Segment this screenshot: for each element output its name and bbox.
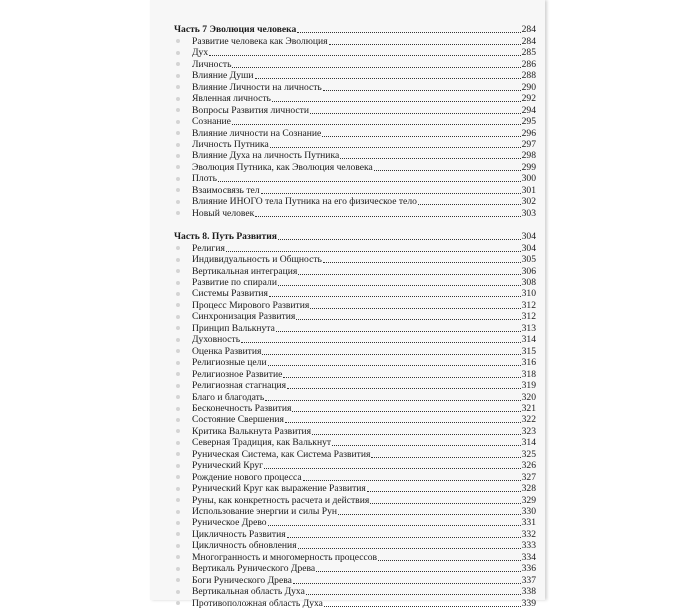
page-number: 292 — [521, 93, 536, 105]
toc-entry — [174, 242, 536, 253]
entry-title: Использование энергии и силы Рун — [192, 506, 338, 518]
page-number: 294 — [521, 104, 536, 116]
toc-entry — [174, 563, 536, 574]
toc-entry — [174, 471, 536, 482]
entry-title: Личность Путника — [192, 138, 269, 150]
part-title: Часть 8. Путь Развития — [174, 231, 277, 243]
toc-entry — [174, 184, 536, 195]
toc-entry — [174, 528, 536, 539]
dot-leader — [262, 354, 520, 355]
toc-entry — [174, 93, 536, 104]
entry-title: Вертикальная область Духа — [192, 586, 305, 598]
toc-entry — [174, 540, 536, 551]
toc-entry — [174, 368, 536, 379]
page-number: 285 — [521, 47, 536, 59]
toc-entry — [174, 506, 536, 517]
page-number: 305 — [521, 254, 536, 266]
toc-entry — [174, 414, 536, 425]
page-number: 337 — [521, 574, 536, 586]
dot-leader — [283, 377, 520, 378]
entry-title: Рунический Круг — [192, 460, 264, 472]
toc-entry — [174, 81, 536, 92]
toc-entry — [174, 254, 536, 265]
entry-title: Влияние Духа на личность Путника — [192, 150, 340, 162]
page-number: 321 — [521, 402, 536, 414]
page-number: 312 — [521, 311, 536, 323]
page-number: 320 — [521, 391, 536, 403]
dot-leader — [296, 319, 520, 320]
toc-entry — [174, 597, 536, 608]
entry-title: Религия — [192, 242, 225, 254]
entry-title: Состояние Свершения — [192, 414, 284, 426]
page-number: 286 — [521, 58, 536, 70]
page-number: 290 — [521, 81, 536, 93]
entry-title: Цикличность Развития — [192, 528, 286, 540]
page-number: 332 — [521, 528, 536, 540]
page-number: 322 — [521, 414, 536, 426]
dot-leader — [324, 606, 521, 607]
dot-leader — [287, 537, 521, 538]
dot-leader — [264, 468, 520, 469]
part-separator — [174, 219, 536, 231]
entry-title: Плоть — [192, 173, 217, 185]
toc-entry — [174, 311, 536, 322]
toc-entry — [174, 574, 536, 585]
entry-title: Системы Развития — [192, 288, 268, 300]
entry-title: Цикличность обновления — [192, 540, 297, 552]
entry-title: Руническая Система, как Система Развития — [192, 448, 371, 460]
entry-title: Явленная личность — [192, 93, 271, 105]
entry-title: Личность — [192, 58, 232, 70]
toc-entry — [174, 425, 536, 436]
page-number: 303 — [521, 207, 536, 219]
page-number: 326 — [521, 460, 536, 472]
entry-title: Принцип Валькнута — [192, 322, 275, 334]
entry-title: Вертикаль Рунического Древа — [192, 563, 316, 575]
dot-leader — [232, 67, 520, 68]
entry-title: Процесс Мирового Развития — [192, 299, 310, 311]
dot-leader — [241, 342, 521, 343]
toc-entry — [174, 58, 536, 69]
page-number: 299 — [521, 161, 536, 173]
entry-title: Влияние Души — [192, 70, 254, 82]
entry-title: Критика Валькнута Развития — [192, 425, 312, 437]
entry-title: Индивидуальность и Общность — [192, 254, 322, 266]
entry-title: Оценка Развития — [192, 345, 262, 357]
toc-entry — [174, 334, 536, 345]
dot-leader — [303, 480, 521, 481]
toc-entry — [174, 161, 536, 172]
page-number: 325 — [521, 448, 536, 460]
toc-entry — [174, 265, 536, 276]
entry-title: Синхронизация Развития — [192, 311, 296, 323]
entry-title: Религиозное Развитие — [192, 368, 283, 380]
toc-entry — [174, 403, 536, 414]
page-number: 331 — [521, 517, 536, 529]
page-number: 284 — [521, 24, 536, 36]
entry-title: Рождение нового процесса — [192, 471, 302, 483]
dot-leader — [374, 170, 521, 171]
page-number: 304 — [521, 242, 536, 254]
dot-leader — [298, 274, 520, 275]
page-number: 323 — [521, 425, 536, 437]
dot-leader — [322, 136, 520, 137]
entry-title: Бесконечность Развития — [192, 402, 292, 414]
entry-title: Влияние ИНОГО тела Путника на его физическое тело — [192, 196, 417, 208]
entry-title: Взаимосвязь тел — [192, 184, 260, 196]
entry-title: Новый человек — [192, 207, 255, 219]
toc-entry — [174, 483, 536, 494]
page-number: 338 — [521, 586, 536, 598]
toc-entry — [174, 345, 536, 356]
entry-title: Руническое Древо — [192, 517, 267, 529]
dot-leader — [310, 308, 520, 309]
toc-entry — [174, 173, 536, 184]
part-7-heading — [174, 24, 536, 35]
page-number: 314 — [521, 437, 536, 449]
entry-title: Боги Рунического Древа — [192, 574, 292, 586]
page-number: 316 — [521, 357, 536, 369]
dot-leader — [226, 251, 521, 252]
entry-title: Северная Традиция, как Валькнут — [192, 437, 332, 449]
dot-leader — [310, 113, 521, 114]
page-number: 318 — [521, 368, 536, 380]
entry-title: Рунический Круг как выражение Развития — [192, 483, 366, 495]
toc-entry — [174, 47, 536, 58]
entry-title: Противоположная область Духа — [192, 597, 323, 609]
entry-title: Дух — [192, 47, 209, 59]
toc-entry — [174, 380, 536, 391]
dot-leader — [209, 55, 520, 56]
toc-entry — [174, 288, 536, 299]
entry-title: Вертикальная интеграция — [192, 265, 298, 277]
dot-leader — [418, 204, 521, 205]
dot-leader — [332, 445, 521, 446]
dot-leader — [338, 514, 521, 515]
page-number: 334 — [521, 551, 536, 563]
toc-entry — [174, 127, 536, 138]
page-number: 333 — [521, 540, 536, 552]
page-number: 284 — [521, 35, 536, 47]
dot-leader — [378, 560, 521, 561]
page-number: 288 — [521, 70, 536, 82]
page-number: 310 — [521, 288, 536, 300]
dot-leader — [269, 296, 521, 297]
entry-title: Сознание — [192, 116, 231, 128]
dot-leader — [371, 457, 520, 458]
toc-entry — [174, 104, 536, 115]
page-number: 330 — [521, 506, 536, 518]
page-number: 304 — [521, 231, 536, 243]
entry-title: Религиозная стагнация — [192, 380, 287, 392]
page-number: 336 — [521, 563, 536, 575]
entry-title: Духовность — [192, 334, 241, 346]
dot-leader — [278, 239, 521, 240]
toc-entry — [174, 207, 536, 218]
page-number: 327 — [521, 471, 536, 483]
page-number: 296 — [521, 127, 536, 139]
dot-leader — [370, 503, 520, 504]
dot-leader — [276, 331, 521, 332]
toc-entry — [174, 517, 536, 528]
dot-leader — [261, 193, 521, 194]
page-number: 313 — [521, 322, 536, 334]
dot-leader — [268, 525, 521, 526]
entry-title: Руны, как конкретность расчета и действия — [192, 494, 370, 506]
part-title: Часть 7 Эволюция человека — [174, 24, 297, 36]
toc-entry — [174, 70, 536, 81]
dot-leader — [340, 158, 520, 159]
page-number: 339 — [521, 597, 536, 609]
page-number: 298 — [521, 150, 536, 162]
dot-leader — [292, 411, 520, 412]
dot-leader — [297, 32, 520, 33]
entry-title: Развитие человека как Эволюция — [192, 35, 328, 47]
page-number: 328 — [521, 483, 536, 495]
entry-title: Религиозные цели — [192, 357, 267, 369]
toc-entry — [174, 437, 536, 448]
page-number: 319 — [521, 380, 536, 392]
page-number: 312 — [521, 299, 536, 311]
dot-leader — [255, 216, 520, 217]
toc-entry — [174, 460, 536, 471]
dot-leader — [316, 571, 520, 572]
dot-leader — [268, 365, 521, 366]
entry-title: Многогранность и многомерность процессов — [192, 551, 378, 563]
toc-entry — [174, 35, 536, 46]
page-number: 315 — [521, 345, 536, 357]
entry-title: Вопросы Развития личности — [192, 104, 309, 116]
toc-entry — [174, 139, 536, 150]
toc-entry — [174, 391, 536, 402]
page-number: 306 — [521, 265, 536, 277]
toc-entry — [174, 551, 536, 562]
page-number: 301 — [521, 184, 536, 196]
dot-leader — [285, 422, 521, 423]
dot-leader — [367, 491, 521, 492]
dot-leader — [293, 583, 521, 584]
page-number: 295 — [521, 116, 536, 128]
toc-entry — [174, 322, 536, 333]
dot-leader — [306, 594, 521, 595]
page-number: 300 — [521, 173, 536, 185]
dot-leader — [323, 90, 521, 91]
dot-leader — [323, 262, 521, 263]
table-of-contents — [174, 24, 536, 609]
toc-entry — [174, 299, 536, 310]
dot-leader — [329, 44, 521, 45]
dot-leader — [265, 400, 520, 401]
toc-entry — [174, 196, 536, 207]
toc-entry — [174, 448, 536, 459]
page-number: 308 — [521, 276, 536, 288]
dot-leader — [232, 124, 521, 125]
toc-entry — [174, 586, 536, 597]
dot-leader — [278, 285, 521, 286]
page-number: 302 — [521, 196, 536, 208]
dot-leader — [298, 548, 521, 549]
page-number: 329 — [521, 494, 536, 506]
dot-leader — [272, 101, 521, 102]
entry-title: Эволюция Путника, как Эволюция человека — [192, 161, 373, 173]
toc-entry — [174, 494, 536, 505]
toc-entry — [174, 277, 536, 288]
entry-title: Развитие по спирали — [192, 276, 277, 288]
dot-leader — [218, 181, 521, 182]
toc-entry — [174, 150, 536, 161]
dot-leader — [255, 78, 521, 79]
toc-entry — [174, 116, 536, 127]
entry-title: Влияние Личности на личность — [192, 81, 322, 93]
entry-title: Влияние личности на Сознание — [192, 127, 322, 139]
entry-title: Благо и благодать — [192, 391, 265, 403]
toc-entry — [174, 357, 536, 368]
page-number: 314 — [521, 334, 536, 346]
dot-leader — [287, 388, 521, 389]
page-number: 297 — [521, 138, 536, 150]
dot-leader — [312, 434, 521, 435]
dot-leader — [270, 147, 521, 148]
part-8-heading — [174, 231, 536, 242]
